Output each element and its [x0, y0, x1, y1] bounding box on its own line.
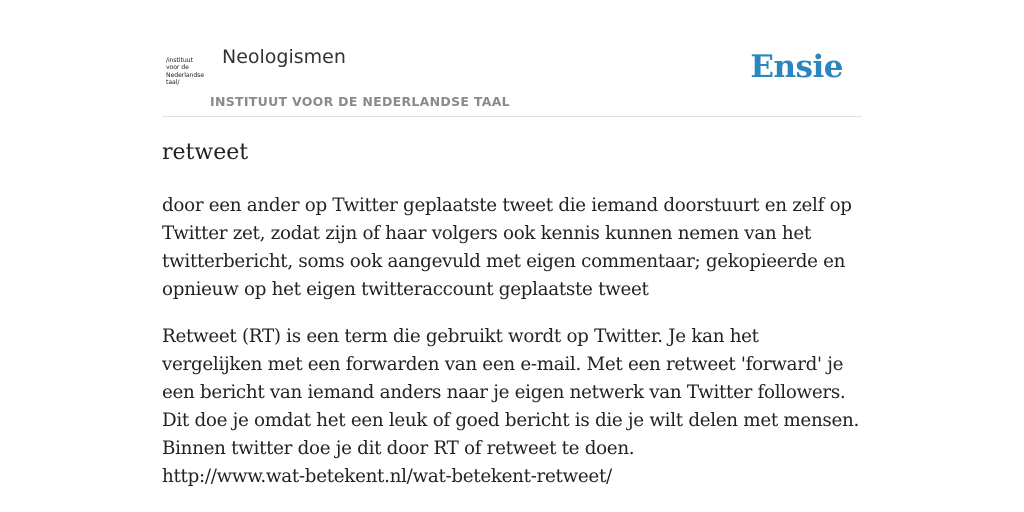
site-name[interactable]: Neologismen: [222, 46, 346, 68]
page-title: retweet: [162, 140, 249, 165]
ensie-logo[interactable]: Ensie: [750, 49, 843, 85]
example-text: Retweet (RT) is een term die gebruikt wordt op Twitter. Je kan het vergelijken met een forwarden van een e-mail. Met een retweet 'forward' je een bericht van iemand anders naar je eigen netwerk van Twitter followers. Dit doe je omdat het een leuk of goed bericht is die je wilt delen met mensen. Binnen twitter doe je dit door RT of retweet te doen.: [162, 326, 860, 459]
source-link[interactable]: http://www.wat-betekent.nl/wat-betekent-retweet/: [162, 466, 612, 487]
entry-card: [162, 0, 862, 512]
organization-name: INSTITUUT VOOR DE NEDERLANDSE TAAL: [210, 94, 510, 109]
institute-logo[interactable]: /instituut voor de Nederlandse taal/: [166, 57, 205, 86]
header: [162, 0, 862, 117]
definition-text: door een ander op Twitter geplaatste tweet die iemand doorstuurt en zelf op Twitter zet, zodat zijn of haar volgers ook kennis kunnen nemen van het twitterbericht, soms ook aangevuld met eigen commentaar; gekopieerde en opnieuw op het eigen twitteraccount geplaatste tweet: [162, 195, 852, 300]
